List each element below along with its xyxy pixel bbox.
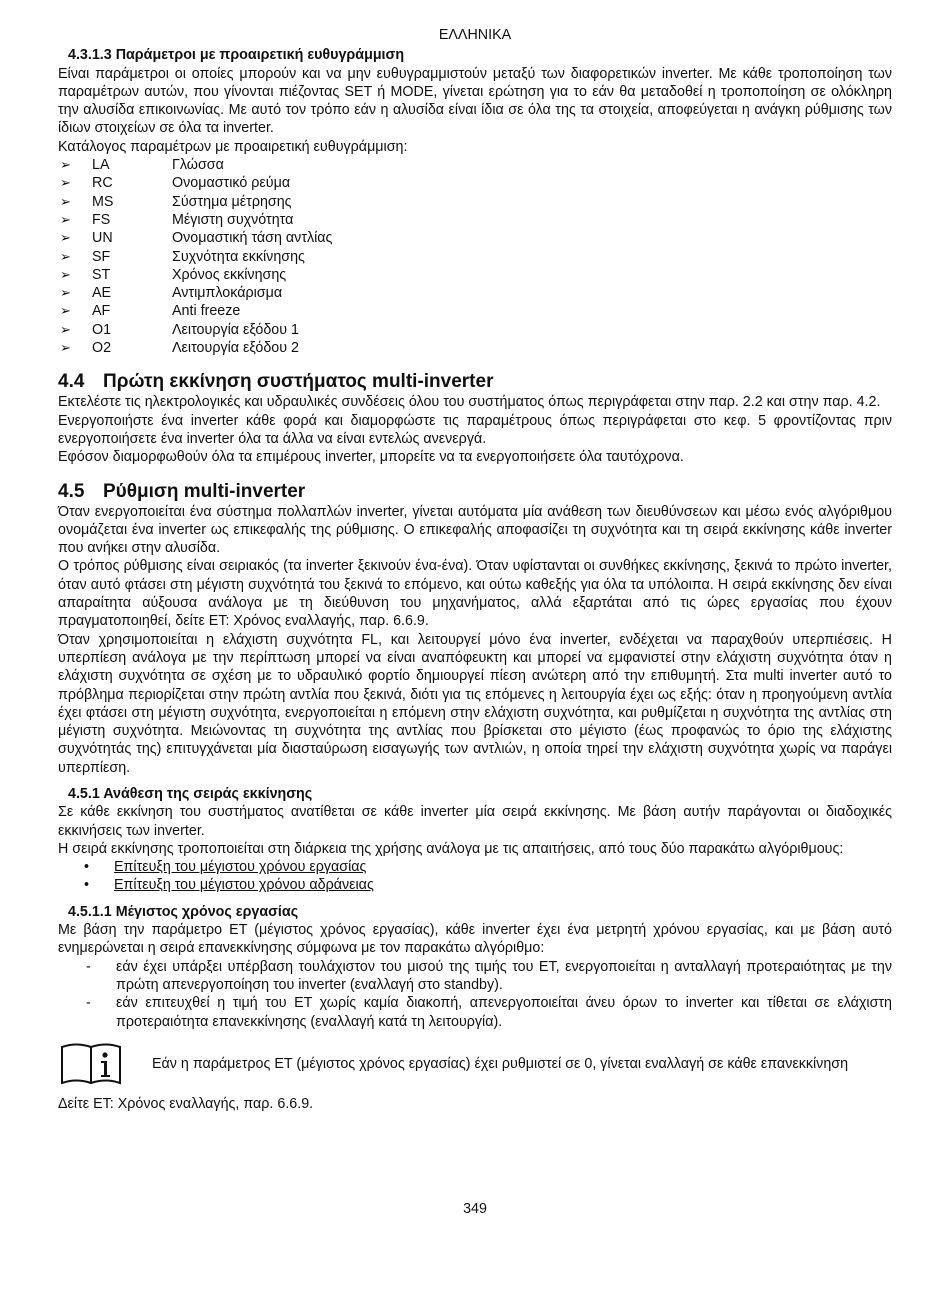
arrow-bullet-icon: ➢ [60, 303, 71, 319]
language-header: ΕΛΛΗΝΙΚΑ [438, 27, 512, 43]
paragraph: Σε κάθε εκκίνηση του συστήματος ανατίθεται σε κάθε inverter μία σειρά εκκίνησης. Με βάση αυτήν παράγονται οι διαδοχικές εκκινήσεις των inverter. [58, 804, 892, 839]
dash-bullet: - [86, 995, 91, 1012]
page-number: 349 [463, 1201, 487, 1217]
list-item [58, 248, 892, 266]
info-note [58, 1041, 892, 1087]
dash-bullet: - [86, 958, 91, 975]
arrow-bullet-icon: ➢ [60, 248, 71, 264]
bullet-icon: • [84, 859, 90, 876]
list-item [58, 211, 892, 229]
param-code: O1 [92, 321, 112, 338]
list-item [58, 994, 892, 1031]
algorithm-link[interactable]: Επίτευξη του μέγιστου χρόνου εργασίας [114, 859, 367, 876]
param-code: O2 [92, 340, 112, 357]
arrow-bullet-icon: ➢ [60, 340, 71, 356]
section-title: Πρώτη εκκίνηση συστήματος multi-inverter [103, 371, 494, 393]
rule-text: εάν επιτευχθεί η τιμή του ET χωρίς καμία διακοπή, απενεργοποιείται άνευ όρων το inverter και τίθεται σε ελάχιστη προτεραιότητα επανεκκίνησης (εναλλαγή κατά τη λειτουργία). [116, 995, 892, 1030]
page-content [58, 26, 892, 1113]
paragraph: Είναι παράμετροι οι οποίες μπορούν και να μην ευθυγραμμιστούν μεταξύ των διαφορετικών inverter. Με κάθε τροποποίηση των παραμέτρων αυτών, που γίνονται πιέζοντας SET ή MODE, γίνεται ερώτηση για το εάν θα μεταδοθεί η τροποποίηση σε ολόκληρη την αλυσίδα επικοινωνίας. Με αυτό τον τρόπο εάν η αλυσίδα είναι ίδια σε όλα της τα στοιχεία, αποφεύγεται η ανάγκη ρύθμισης των ίδιων στοιχείων σε όλα τα inverter. [58, 65, 892, 137]
paragraph: Ο τρόπος ρύθμισης είναι σειριακός (τα inverter ξεκινούν ένα-ένα). Όταν υφίστανται οι συνθήκες εκκίνησης, ξεκινά το πρώτο inverter, όταν αυτό φτάσει στη μέγιστη συχνότητά του ξεκινά το επόμενο, και ούτω καθεξής για όλα τα υπόλοιπα. Η σειρά εκκίνησης δεν είναι απαραίτητα αύξουσα ανάλογα με τη διεύθυνση του μηχανήματος, αλλά εξαρτάται από τις ώρες εργασίας που έχουν πραγματοποιηθεί, δείτε ET: Χρόνος εναλλαγής, παρ. 6.6.9. [58, 558, 892, 630]
list-item [58, 174, 892, 192]
list-item [84, 858, 892, 876]
heading-4-5-1-1: 4.5.1.1 Μέγιστος χρόνος εργασίας [68, 903, 299, 920]
paragraph: Η σειρά εκκίνησης τροποποιείται στη διάρκεια της χρήσης ανάλογα με τις απαιτήσεις, από τους δύο παρακάτω αλγόριθμους: [58, 840, 844, 857]
param-desc: Λειτουργία εξόδου 1 [172, 321, 300, 338]
paragraph: Εκτελέστε τις ηλεκτρολογικές και υδραυλικές συνδέσεις όλου του συστήματος όπως περιγράφεται στην παρ. 2.2 και στην παρ. 4.2. [58, 394, 881, 411]
arrow-bullet-icon: ➢ [60, 321, 71, 337]
list-item [58, 156, 892, 174]
manual-info-icon [60, 1041, 122, 1087]
paragraph: Όταν ενεργοποιείται ένα σύστημα πολλαπλών inverter, γίνεται αυτόματα μία ανάθεση των διευθύνσεων και μέσω ενός αλγόριθμου ονομάζεται ένα inverter ως επικεφαλής της ρύθμισης. Ο επικεφαλής αποφασίζει τη συχνότητα και τη σειρά εκκίνησης κάθε inverter που ανήκει στην αλυσίδα. [58, 503, 892, 557]
list-item [58, 321, 892, 339]
paragraph: Κατάλογος παραμέτρων με προαιρετική ευθυγράμμιση: [58, 138, 408, 155]
param-desc: Συχνότητα εκκίνησης [172, 248, 305, 265]
param-code: LA [92, 157, 110, 174]
param-code: MS [92, 193, 114, 210]
list-item [58, 266, 892, 284]
param-desc: Ονομαστική τάση αντλίας [172, 230, 333, 247]
paragraph: Όταν χρησιμοποιείται η ελάχιστη συχνότητα FL, και λειτουργεί μόνο ένα inverter, ενδέχεται να παραχθούν υπερπιέσεις. Η υπερπίεση ανάλογα με την περίπτωση μπορεί να είναι αναπόφευκτη και μπορεί να εμφανιστεί στην ελάχιστη συχνότητα όταν η ελάχιστη συχνότητα σε σχέση με το υδραυλικό φορτίο δημιουργεί πίεση ανώτερη από την επιθυμητή. Στα multi inverter αυτό το πρόβλημα περιορίζεται στην πρώτη αντλία που ξεκινά, διότι για τις επόμενες η λειτουργία έχει ως εξής: όταν η προηγούμενη αντλία έχει φτάσει στη μέγιστη συχνότητα, ενεργοποιείται η επόμενη στην ελάχιστη συχνότητα, και ρυθμίζεται η συχνότητα της αντλίας στη μέγιστη συχνότητα. Μειώνοντας τη συχνότητα της αντλίας που βρίσκεται στο μέγιστο (έως προφανώς το όριο της ελάχιστης συχνότητάς της) επιτυγχάνεται μία διασταύρωση εισαγωγής των αντλιών, η οποία τηρεί την ελάχιστη συχνότητα χωρίς να παράγει υπερπίεση. [58, 631, 892, 776]
arrow-bullet-icon: ➢ [60, 266, 71, 282]
heading-4-4 [58, 371, 892, 393]
param-code: AF [92, 303, 111, 320]
param-desc: Ονομαστικό ρεύμα [172, 175, 291, 192]
list-item [58, 284, 892, 302]
param-desc: Anti freeze [172, 303, 241, 320]
paragraph: Δείτε ET: Χρόνος εναλλαγής, παρ. 6.6.9. [58, 1095, 314, 1112]
param-desc: Χρόνος εκκίνησης [172, 266, 287, 283]
list-item [58, 193, 892, 211]
param-code: ST [92, 266, 111, 283]
param-desc: Γλώσσα [172, 157, 224, 174]
param-code: FS [92, 211, 111, 228]
heading-4-5 [58, 481, 892, 503]
algorithm-link[interactable]: Επίτευξη του μέγιστου χρόνου αδράνειας [114, 877, 374, 894]
parameter-list [58, 156, 892, 357]
note-text: Εάν η παράμετρος ET (μέγιστος χρόνος εργασίας) έχει ρυθμιστεί σε 0, γίνεται εναλλαγή σε κάθε επανεκκίνηση [152, 1055, 849, 1072]
heading-4-5-1: 4.5.1 Ανάθεση της σειράς εκκίνησης [68, 785, 313, 802]
arrow-bullet-icon: ➢ [60, 157, 71, 173]
arrow-bullet-icon: ➢ [60, 230, 71, 246]
param-code: SF [92, 248, 111, 265]
arrow-bullet-icon: ➢ [60, 193, 71, 209]
paragraph: Ενεργοποιήστε ένα inverter κάθε φορά και διαμορφώστε τις παραμέτρους όπως περιγράφεται στο κεφ. 5 φροντίζοντας πριν ενεργοποιήσετε ένα inverter όλα τα άλλα να είναι εντελώς ανενεργά. [58, 412, 892, 447]
param-desc: Λειτουργία εξόδου 2 [172, 340, 300, 357]
arrow-bullet-icon: ➢ [60, 211, 71, 227]
arrow-bullet-icon: ➢ [60, 285, 71, 301]
paragraph: Με βάση την παράμετρο ET (μέγιστος χρόνος εργασίας), κάθε inverter έχει ένα μετρητή χρόνου εργασίας, και με βάση αυτό ενημερώνεται η σειρά επανεκκίνησης σύμφωνα με τον παρακάτω αλγόριθμο: [58, 922, 892, 957]
param-desc: Μέγιστη συχνότητα [172, 211, 294, 228]
paragraph: Εφόσον διαμορφωθούν όλα τα επιμέρους inverter, μπορείτε να τα ενεργοποιήσετε όλα ταυτόχρονα. [58, 449, 684, 466]
section-title: Ρύθμιση multi-inverter [103, 480, 306, 502]
list-item [58, 339, 892, 357]
param-code: RC [92, 175, 113, 192]
arrow-bullet-icon: ➢ [60, 175, 71, 191]
section-number: 4.5 [58, 480, 85, 502]
rule-list [58, 958, 892, 1031]
param-desc: Αντιμπλοκάρισμα [172, 285, 283, 302]
rule-text: εάν έχει υπάρξει υπέρβαση τουλάχιστον του μισού της τιμής του ET, ενεργοποιείται η ανταλλαγή προτεραιότητας με την πρώτη απενεργοποίηση του inverter (εναλλαγή στο standby). [116, 958, 892, 993]
list-item [84, 876, 892, 894]
param-desc: Σύστημα μέτρησης [172, 193, 292, 210]
list-item [58, 229, 892, 247]
section-number: 4.4 [58, 371, 85, 393]
param-code: UN [92, 230, 113, 247]
param-code: AE [92, 285, 112, 302]
bullet-icon: • [84, 877, 90, 894]
algorithm-list [58, 858, 892, 895]
list-item [58, 302, 892, 320]
list-item [58, 958, 892, 995]
heading-4-3-1-3: 4.3.1.3 Παράμετροι με προαιρετική ευθυγράμμιση [68, 47, 405, 64]
